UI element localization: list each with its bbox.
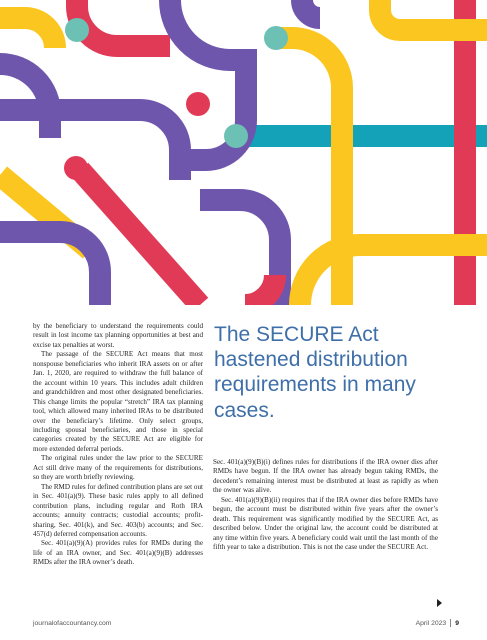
page-number: 9 <box>455 619 459 627</box>
red-node-1 <box>186 92 210 116</box>
left-body-column <box>33 322 203 568</box>
paragraph: by the beneficiary to understand the requirements could result in lost income tax planning opportunities at best and excise tax penalties at worst. <box>33 322 203 349</box>
mint-node-1 <box>65 18 89 42</box>
yellow-left <box>0 18 55 48</box>
red-curve-top <box>77 0 170 46</box>
paragraph: The RMD rules for defined contribution plans are set out in Sec. 401(a)(9). These basic rules apply to all defined contribution plans, including regular and Roth IRA accounts; annuity contracts; custodial accounts; profit-sharing, Sec. 401(k), and Sec. 403(b) accounts; and Sec. 457(d) deferred compensation accounts. <box>33 482 203 538</box>
paragraph: Sec. 401(a)(9)(B)(i) defines rules for distributions if the IRA owner dies after RMDs have begun. If the IRA owner has already begun taking RMDs, the decedent’s remaining interest must be distributed at least as rapidly as when the owner was alive. <box>213 458 438 495</box>
folio-divider <box>450 619 451 627</box>
issue-date: April 2023 <box>415 619 447 627</box>
mint-node-3 <box>224 124 248 148</box>
red-node-2 <box>64 156 88 180</box>
purple-arc-right <box>302 0 320 18</box>
paragraph: Sec. 401(a)(9)(A) provides rules for RMDs during the life of an IRA owner, and Sec. 401(a)(9)(B) addresses RMDs after the IRA owner’s death. <box>33 539 203 567</box>
purple-lower-left <box>0 232 100 305</box>
paragraph: The passage of the SECURE Act means that most nonspouse beneficiaries who inherit IRA assets on or after Jan. 1, 2020, are required to withdraw the full balance of the account within 10 years. This includes adult children and grandchildren and most other designated beneficiaries. This change limits the popular “stretch” IRA tax planning tool, which allowed many inherited IRAs to be distributed over the beneficiary’s lifetime. Only select groups, including spousal beneficiaries, and those in special categories created by the SECURE Act are eligible for more extended deferral periods. <box>33 350 203 453</box>
continue-arrow-icon <box>437 599 442 607</box>
right-body-column <box>213 458 438 553</box>
mint-node-2 <box>264 26 288 50</box>
footer-folio <box>416 619 459 627</box>
red-small-bottom <box>245 275 275 305</box>
paragraph: The original rules under the law prior to the SECURE Act still drive many of the requirements for distributions, so they are worth briefly reviewing. <box>33 454 203 482</box>
footer-url[interactable]: journalofaccountancy.com <box>33 620 112 627</box>
paragraph: Sec. 401(a)(9)(B)(ii) requires that if the IRA owner dies before RMDs have begun, the account must be distributed within five years after the owner’s death. This requirement was significantly modified by the SECURE Act, as described below. Under the original law, the account could be distributed at any time within five years. A beneficiary could wait until the last month of the fifth year to take a distribution. This is not the case under the SECURE Act. <box>213 495 438 552</box>
pull-quote: The SECURE Act hastened distribution requirements in many cases. <box>214 323 416 422</box>
decorative-illustration <box>0 0 487 305</box>
